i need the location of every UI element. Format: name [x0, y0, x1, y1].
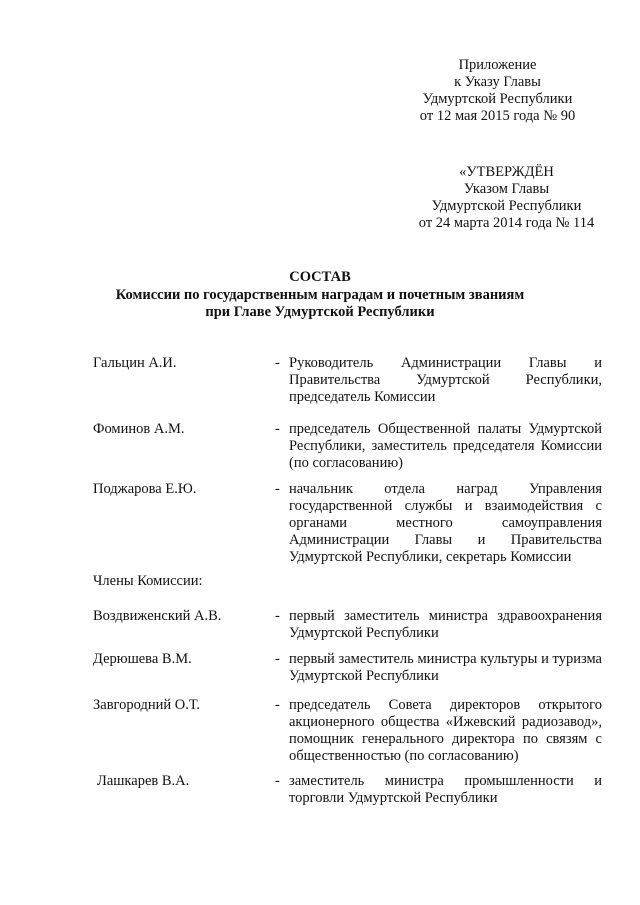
- member-name: Завгородний О.Т.: [93, 697, 200, 713]
- member-position: заместитель министра промышленности и торговли Удмуртской Республики: [289, 773, 602, 806]
- appendix-line: к Указу Главы: [454, 74, 541, 90]
- entry-dash: -: [275, 355, 280, 371]
- member-position: первый заместитель министра культуры и туризма Удмуртской Республики: [289, 651, 602, 684]
- member-name: Фоминов А.М.: [93, 421, 185, 437]
- approved-line: Удмуртской Республики: [431, 198, 582, 214]
- members-heading: Члены Комиссии:: [93, 573, 203, 589]
- member-name: Лашкарев В.А.: [97, 773, 190, 789]
- appendix-block: [400, 57, 595, 125]
- approved-block: [394, 164, 619, 232]
- entry-dash: -: [275, 608, 280, 624]
- document-title: СОСТАВ: [289, 269, 351, 285]
- member-position: председатель Совета директоров открытого акционерного общества «Ижевский радиозавод», помощник генерального директора по связям с общественностью (по согласованию): [289, 697, 602, 764]
- member-position: начальник отдела наград Управления государственной службы и взаимодействия с органами местного самоуправления Администрации Главы и Правительства Удмуртской Республики, секретарь Комиссии: [289, 481, 602, 565]
- member-name: Гальцин А.И.: [93, 355, 177, 371]
- entry-dash: -: [275, 421, 280, 437]
- appendix-line: Удмуртской Республики: [422, 91, 573, 107]
- member-position: председатель Общественной палаты Удмуртской Республики, заместитель председателя Комиссии (по согласованию): [289, 421, 602, 471]
- appendix-line: от 12 мая 2015 года № 90: [419, 108, 576, 124]
- member-position: первый заместитель министра здравоохранения Удмуртской Республики: [289, 608, 602, 641]
- entry-dash: -: [275, 697, 280, 713]
- approved-line: Указом Главы: [463, 181, 550, 197]
- entry-dash: -: [275, 651, 280, 667]
- entry-dash: -: [275, 773, 280, 789]
- member-position: Руководитель Администрации Главы и Правительства Удмуртской Республики, председатель Комиссии: [289, 355, 602, 405]
- document-subtitle: Комиссии по государственным наградам и почетным званиям: [115, 287, 525, 303]
- approved-line: от 24 марта 2014 года № 114: [418, 215, 595, 231]
- appendix-line: Приложение: [458, 57, 537, 73]
- approved-line: «УТВЕРЖДЁН: [459, 164, 554, 180]
- entry-dash: -: [275, 481, 280, 497]
- member-name: Поджарова Е.Ю.: [93, 481, 197, 497]
- member-name: Дерюшева В.М.: [93, 651, 192, 667]
- member-name: Воздвиженский А.В.: [93, 608, 222, 624]
- document-subtitle: при Главе Удмуртской Республики: [205, 304, 435, 320]
